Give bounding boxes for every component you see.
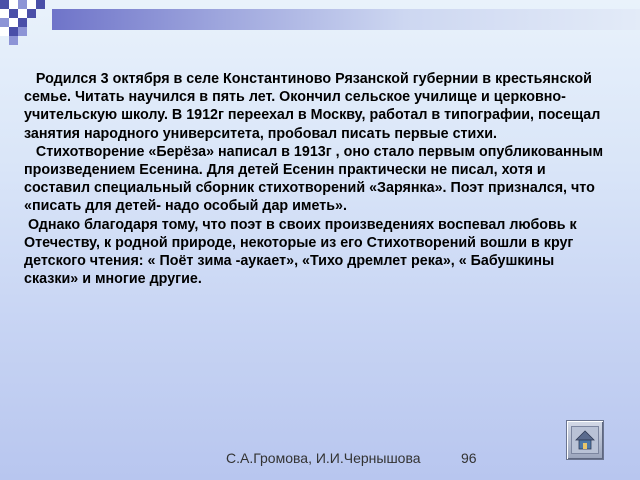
paragraph-biography: Родился 3 октября в селе Константиново Рязанской губернии в крестьянской семье. Читать научился в пять лет. Окончил сельское училище и церковно-учительскую школу. В 1912г переехал в Москву, работал в типографии, посещал занятия народного университета, пробовал писать первые стихи.	[24, 71, 605, 142]
home-button[interactable]	[566, 420, 604, 460]
corner-decoration	[0, 0, 52, 44]
home-icon	[571, 426, 599, 454]
paragraph-bereza: Стихотворение «Берёза» написал в 1913г , оно стало первым опубликованным произведением Есенина. Для детей Есенин практически не писал, хотя и составил специальный сборник стихотворений «Зарянка». Поэт признался, что «писать для детей- надо особый дар иметь».	[24, 143, 608, 215]
footer-author: С.А.Громова, И.И.Чернышова	[226, 450, 421, 466]
paragraph-children-reading: Однако благодаря тому, что поэт в своих произведениях воспевал любовь к Отечеству, к родной природе, некоторые из его Стихотворений вошли в круг детского чтения: « Поёт зима -аукает», «Тихо дремлет река», « Бабушкины сказки» и многие другие.	[24, 216, 581, 288]
slide-body-text	[24, 70, 610, 288]
title-bar-decoration	[52, 9, 640, 30]
page-number: 96	[461, 450, 477, 466]
